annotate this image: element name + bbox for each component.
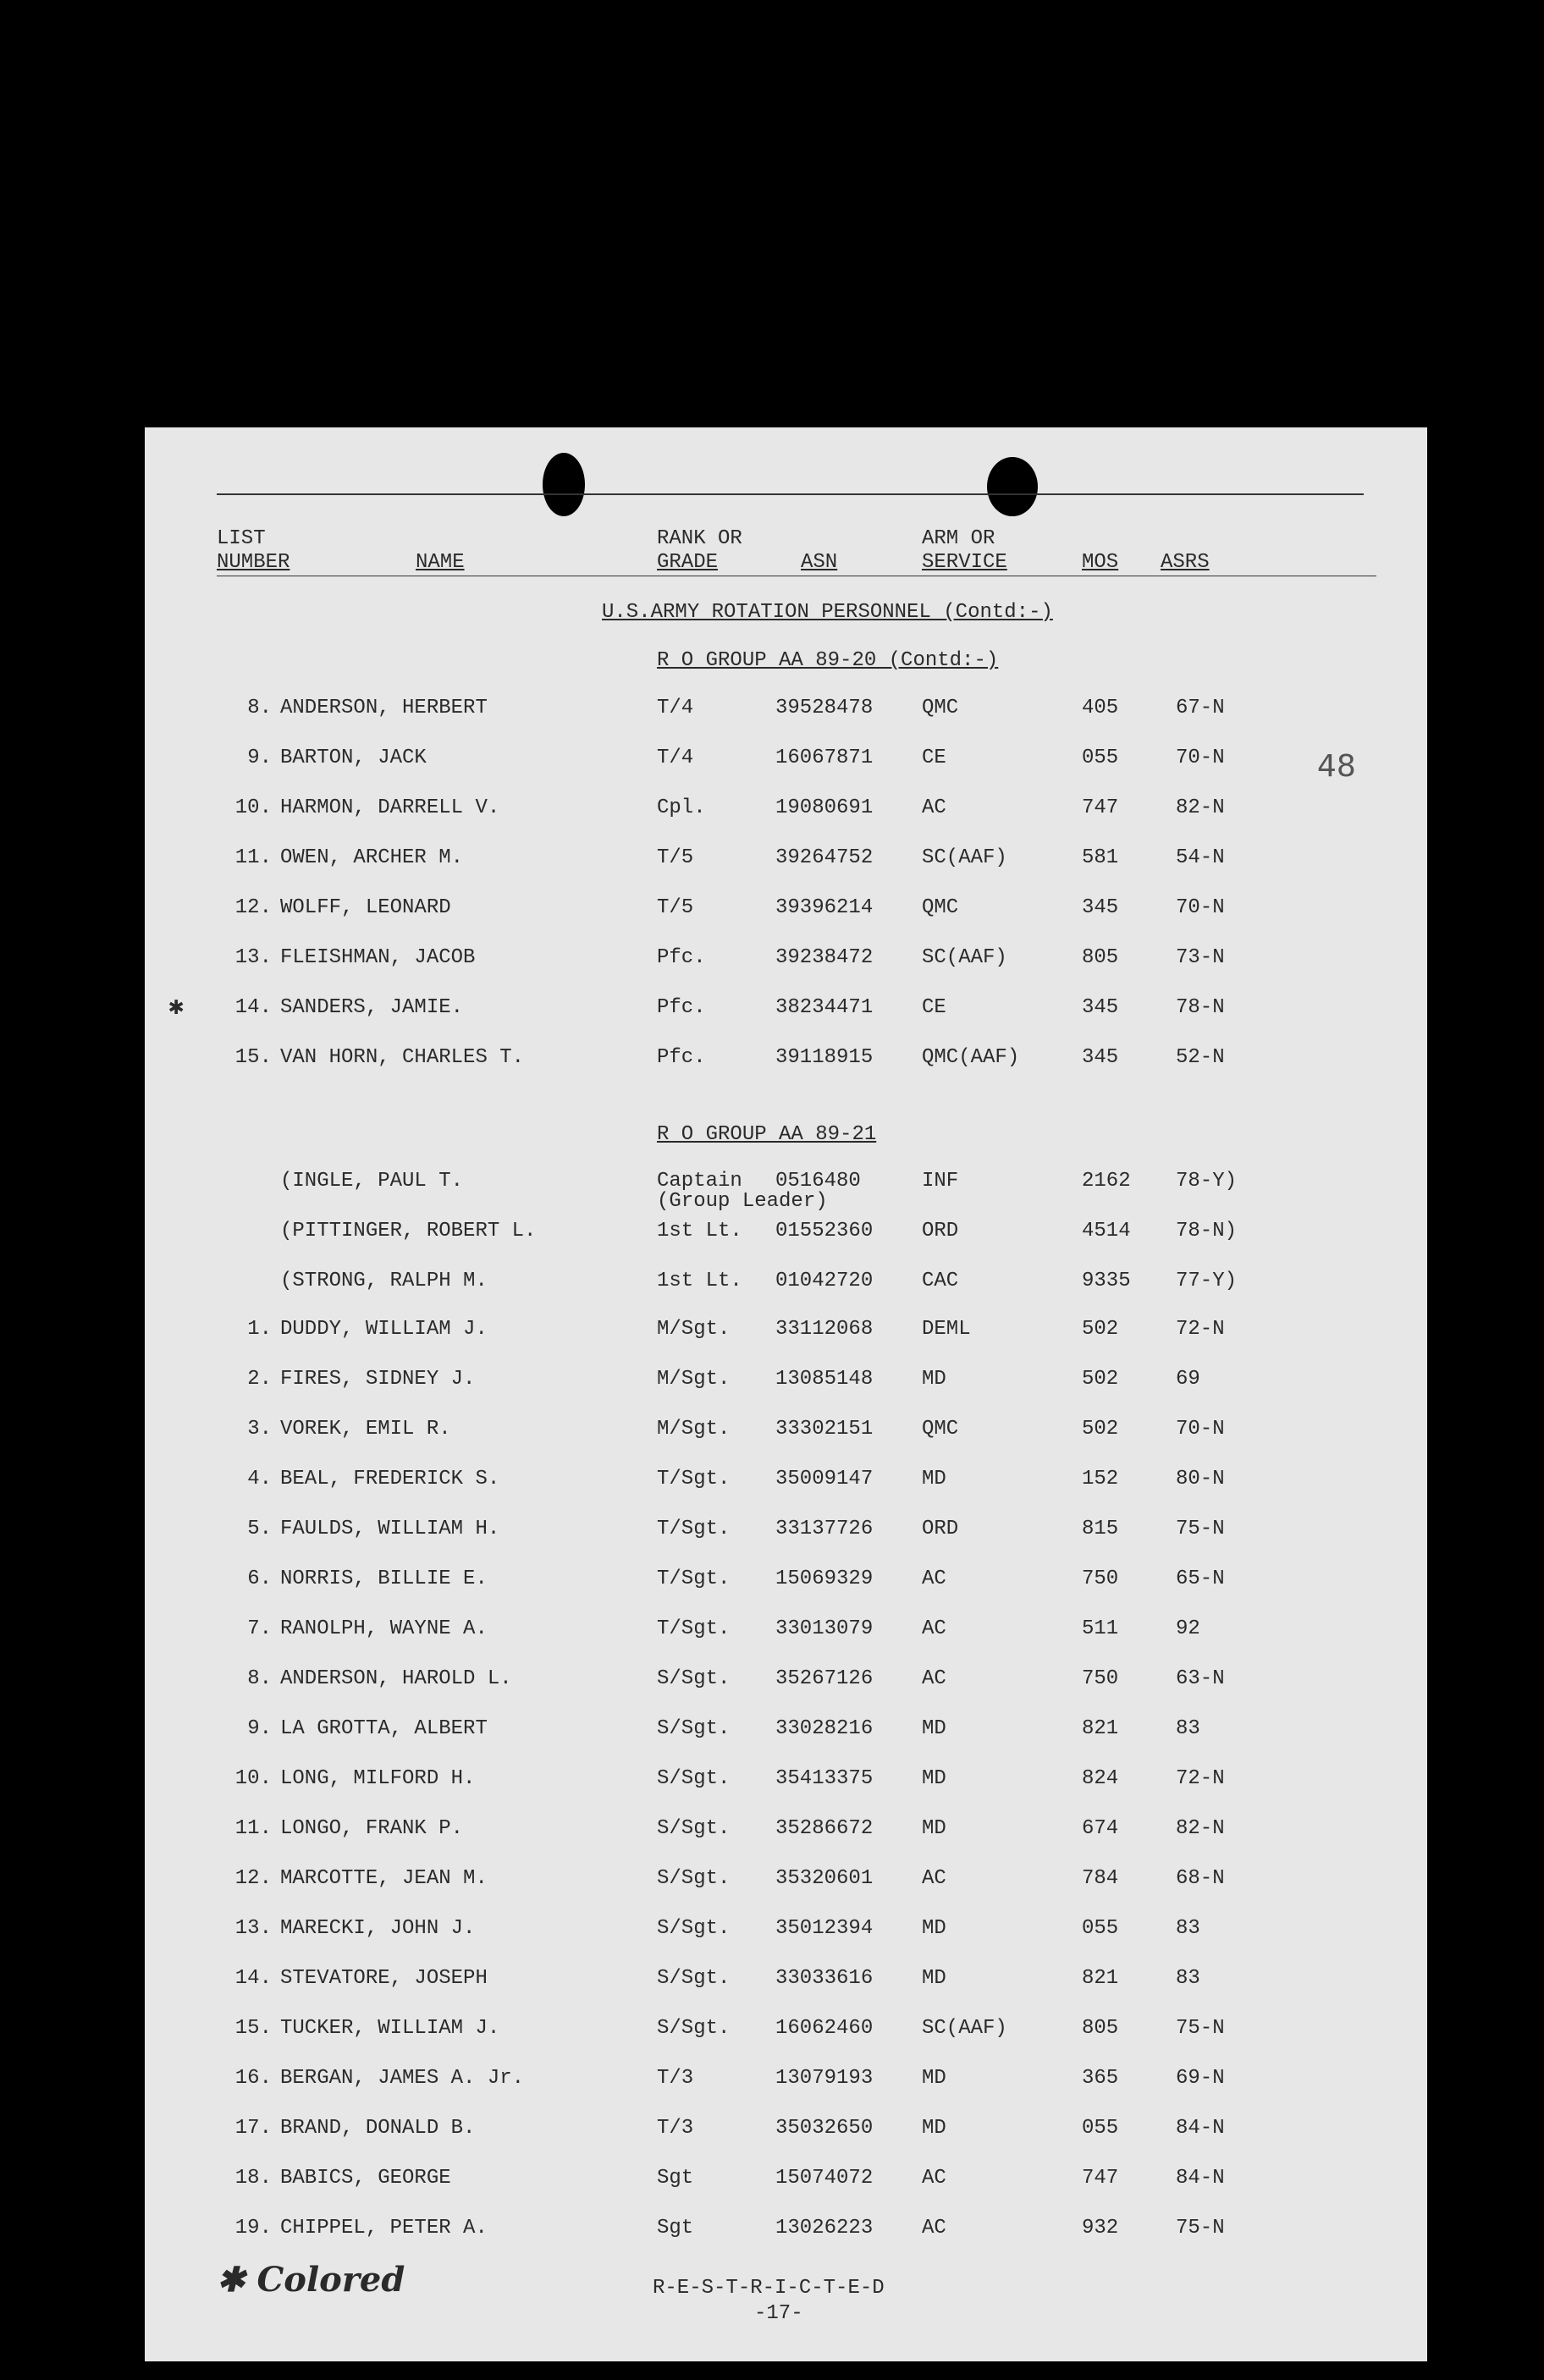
asrs: 92	[1176, 1617, 1200, 1640]
table-row	[145, 1767, 1427, 1801]
list-number: 1.	[247, 1318, 272, 1341]
document-page	[145, 427, 1427, 2361]
person-name: OWEN, ARCHER M.	[280, 846, 464, 869]
mos: 674	[1082, 1817, 1119, 1840]
list-number: 10.	[234, 1767, 272, 1790]
asrs: 70-N	[1176, 896, 1225, 919]
arm-service: AC	[922, 1667, 946, 1690]
person-name: RANOLPH, WAYNE A.	[280, 1617, 488, 1640]
section-title: U.S.ARMY ROTATION PERSONNEL (Contd:-)	[602, 601, 1053, 624]
mos: 345	[1082, 1046, 1119, 1069]
person-name: MARECKI, JOHN J.	[280, 1917, 476, 1940]
asrs: 78-N	[1176, 996, 1225, 1019]
punch-hole-left	[543, 453, 585, 516]
rank-grade: S/Sgt.	[657, 1667, 731, 1690]
list-number: 15.	[234, 1046, 272, 1069]
table-row	[145, 896, 1427, 930]
rank-grade: S/Sgt.	[657, 1767, 731, 1790]
table-row	[145, 697, 1427, 730]
rank-grade: Captain	[657, 1170, 742, 1193]
list-number: 11.	[234, 846, 272, 869]
arm-service: MD	[922, 1368, 946, 1391]
rank-grade: T/Sgt.	[657, 1567, 731, 1590]
table-row	[145, 1667, 1427, 1701]
arm-service: MD	[922, 2117, 946, 2140]
asrs: 65-N	[1176, 1567, 1225, 1590]
asrs: 82-N	[1176, 1817, 1225, 1840]
asn: 35286672	[775, 1817, 874, 1840]
asn: 39528478	[775, 697, 874, 719]
asn: 35267126	[775, 1667, 874, 1690]
asrs: 70-N	[1176, 747, 1225, 769]
person-name: (INGLE, PAUL T.	[280, 1170, 464, 1193]
arm-service: CE	[922, 747, 946, 769]
person-name: FIRES, SIDNEY J.	[280, 1368, 476, 1391]
mos: 502	[1082, 1418, 1119, 1441]
asrs: 78-N)	[1176, 1220, 1238, 1242]
mos: 824	[1082, 1767, 1119, 1790]
arm-service: AC	[922, 2167, 946, 2190]
asrs: 67-N	[1176, 697, 1225, 719]
list-number: 19.	[234, 2217, 272, 2240]
list-number: 14.	[234, 1967, 272, 1990]
mos: 747	[1082, 2167, 1119, 2190]
mos: 750	[1082, 1567, 1119, 1590]
person-name: (STRONG, RALPH M.	[280, 1270, 488, 1292]
person-name: ANDERSON, HAROLD L.	[280, 1667, 512, 1690]
rank-grade: Sgt	[657, 2167, 694, 2190]
arm-service: QMC	[922, 697, 959, 719]
person-name: NORRIS, BILLIE E.	[280, 1567, 488, 1590]
asn: 01042720	[775, 1270, 874, 1292]
arm-service: AC	[922, 796, 946, 819]
mos: 747	[1082, 796, 1119, 819]
table-row	[145, 1518, 1427, 1551]
table-row	[145, 846, 1427, 880]
rank-grade: S/Sgt.	[657, 1917, 731, 1940]
mos: 365	[1082, 2067, 1119, 2090]
arm-service: MD	[922, 2067, 946, 2090]
rank-grade: T/3	[657, 2067, 694, 2090]
list-number: 18.	[234, 2167, 272, 2190]
arm-service: ORD	[922, 1220, 959, 1242]
person-name: BRAND, DONALD B.	[280, 2117, 476, 2140]
mos: 805	[1082, 946, 1119, 969]
table-row	[145, 1717, 1427, 1751]
table-row	[145, 796, 1427, 830]
table-row	[145, 2217, 1427, 2251]
leader-row	[145, 1220, 1427, 1253]
person-name: BARTON, JACK	[280, 747, 427, 769]
table-row	[145, 2167, 1427, 2201]
rank-grade: Pfc.	[657, 1046, 706, 1069]
header-service: SERVICE	[922, 551, 1007, 574]
person-name: TUCKER, WILLIAM J.	[280, 2017, 500, 2040]
list-number: 13.	[234, 1917, 272, 1940]
mos: 2162	[1082, 1170, 1131, 1193]
rank-grade: T/Sgt.	[657, 1468, 731, 1490]
table-row	[145, 1567, 1427, 1601]
arm-service: MD	[922, 1817, 946, 1840]
rank-grade: M/Sgt.	[657, 1318, 731, 1341]
arm-service: MD	[922, 1917, 946, 1940]
punch-hole-right	[987, 457, 1038, 516]
asrs: 69-N	[1176, 2067, 1225, 2090]
asrs: 80-N	[1176, 1468, 1225, 1490]
asrs: 83	[1176, 1967, 1200, 1990]
person-name: VOREK, EMIL R.	[280, 1418, 451, 1441]
table-row	[145, 1617, 1427, 1651]
restricted-stamp: R-E-S-T-R-I-C-T-E-D	[653, 2277, 885, 2300]
asn: 33112068	[775, 1318, 874, 1341]
mos: 932	[1082, 2217, 1119, 2240]
table-row	[145, 2067, 1427, 2101]
table-row	[145, 1418, 1427, 1452]
arm-service: MD	[922, 1717, 946, 1740]
asn: 16067871	[775, 747, 874, 769]
person-name: LONG, MILFORD H.	[280, 1767, 476, 1790]
rank-grade: M/Sgt.	[657, 1418, 731, 1441]
mos: 152	[1082, 1468, 1119, 1490]
mos: 055	[1082, 2117, 1119, 2140]
person-name: CHIPPEL, PETER A.	[280, 2217, 488, 2240]
table-row	[145, 1318, 1427, 1352]
asrs: 75-N	[1176, 1518, 1225, 1540]
person-name: DUDDY, WILLIAM J.	[280, 1318, 488, 1341]
mos: 502	[1082, 1368, 1119, 1391]
asn: 39264752	[775, 846, 874, 869]
asrs: 72-N	[1176, 1767, 1225, 1790]
table-row	[145, 1468, 1427, 1501]
asrs: 75-N	[1176, 2217, 1225, 2240]
asn: 13079193	[775, 2067, 874, 2090]
asrs: 68-N	[1176, 1867, 1225, 1890]
asn: 39396214	[775, 896, 874, 919]
arm-service: SC(AAF)	[922, 846, 1007, 869]
table-row	[145, 747, 1427, 780]
mos: 345	[1082, 896, 1119, 919]
table-row	[145, 1917, 1427, 1951]
handwritten-note: ✱ Colored	[217, 2260, 405, 2300]
header-name: NAME	[416, 551, 465, 574]
arm-service: AC	[922, 1567, 946, 1590]
rank-grade: Pfc.	[657, 946, 706, 969]
table-row	[145, 996, 1427, 1030]
arm-service: DEML	[922, 1318, 971, 1341]
person-name: BERGAN, JAMES A. Jr.	[280, 2067, 525, 2090]
mos: 9335	[1082, 1270, 1131, 1292]
rank-grade: S/Sgt.	[657, 1717, 731, 1740]
asrs: 84-N	[1176, 2167, 1225, 2190]
person-name: HARMON, DARRELL V.	[280, 796, 500, 819]
asrs: 70-N	[1176, 1418, 1225, 1441]
list-number: 4.	[247, 1468, 272, 1490]
table-row	[145, 1368, 1427, 1402]
asn: 39118915	[775, 1046, 874, 1069]
rank-grade: T/4	[657, 697, 694, 719]
table-row	[145, 1967, 1427, 2001]
rank-grade: S/Sgt.	[657, 2017, 731, 2040]
table-row	[145, 946, 1427, 980]
list-number: 13.	[234, 946, 272, 969]
person-name: FLEISHMAN, JACOB	[280, 946, 476, 969]
asn: 33028216	[775, 1717, 874, 1740]
asn: 16062460	[775, 2017, 874, 2040]
arm-service: ORD	[922, 1518, 959, 1540]
margin-page-number: 48	[1317, 749, 1356, 784]
table-row	[145, 2117, 1427, 2151]
person-name: SANDERS, JAMIE.	[280, 996, 464, 1019]
mos: 784	[1082, 1867, 1119, 1890]
rank-grade: S/Sgt.	[657, 1967, 731, 1990]
mos: 055	[1082, 1917, 1119, 1940]
rank-grade: S/Sgt.	[657, 1817, 731, 1840]
table-row	[145, 1817, 1427, 1851]
header-top-rule	[217, 493, 1364, 495]
asrs: 77-Y)	[1176, 1270, 1238, 1292]
asn: 35009147	[775, 1468, 874, 1490]
mos: 345	[1082, 996, 1119, 1019]
rank-grade: 1st Lt.	[657, 1270, 742, 1292]
mos: 4514	[1082, 1220, 1131, 1242]
rank-grade: Cpl.	[657, 796, 706, 819]
arm-service: SC(AAF)	[922, 946, 1007, 969]
person-name: LONGO, FRANK P.	[280, 1817, 464, 1840]
header-mos: MOS	[1082, 551, 1119, 574]
asrs: 69	[1176, 1368, 1200, 1391]
list-number: 7.	[247, 1617, 272, 1640]
asn: 13085148	[775, 1368, 874, 1391]
person-name: ANDERSON, HERBERT	[280, 697, 488, 719]
asrs: 82-N	[1176, 796, 1225, 819]
arm-service: QMC	[922, 896, 959, 919]
person-name: BEAL, FREDERICK S.	[280, 1468, 500, 1490]
asn: 33013079	[775, 1617, 874, 1640]
arm-service: MD	[922, 1967, 946, 1990]
list-number: 8.	[247, 1667, 272, 1690]
asrs: 78-Y)	[1176, 1170, 1238, 1193]
asrs: 84-N	[1176, 2117, 1225, 2140]
person-name: VAN HORN, CHARLES T.	[280, 1046, 525, 1069]
list-number: 10.	[234, 796, 272, 819]
list-number: 12.	[234, 896, 272, 919]
person-name: BABICS, GEORGE	[280, 2167, 451, 2190]
asn: 0516480	[775, 1170, 861, 1193]
asn: 38234471	[775, 996, 874, 1019]
rank-grade: T/Sgt.	[657, 1617, 731, 1640]
arm-service: AC	[922, 1617, 946, 1640]
asrs: 72-N	[1176, 1318, 1225, 1341]
list-number: 12.	[234, 1867, 272, 1890]
rank-grade: S/Sgt.	[657, 1867, 731, 1890]
asn: 39238472	[775, 946, 874, 969]
mos: 821	[1082, 1717, 1119, 1740]
rank-grade: Pfc.	[657, 996, 706, 1019]
arm-service: QMC	[922, 1418, 959, 1441]
header-list: LIST	[217, 527, 266, 550]
header-grade: GRADE	[657, 551, 719, 574]
asn: 35320601	[775, 1867, 874, 1890]
page-number: -17-	[754, 2302, 803, 2325]
rank-grade: M/Sgt.	[657, 1368, 731, 1391]
asrs: 83	[1176, 1717, 1200, 1740]
arm-service: CAC	[922, 1270, 959, 1292]
asterisk-mark: ✱	[168, 994, 185, 1022]
asrs: 75-N	[1176, 2017, 1225, 2040]
asn: 01552360	[775, 1220, 874, 1242]
asn: 15074072	[775, 2167, 874, 2190]
arm-service: MD	[922, 1468, 946, 1490]
list-number: 6.	[247, 1567, 272, 1590]
list-number: 17.	[234, 2117, 272, 2140]
header-asrs: ASRS	[1161, 551, 1210, 574]
header-rank: RANK OR	[657, 527, 742, 550]
mos: 502	[1082, 1318, 1119, 1341]
mos: 055	[1082, 747, 1119, 769]
asrs: 63-N	[1176, 1667, 1225, 1690]
asn: 13026223	[775, 2217, 874, 2240]
asn: 33137726	[775, 1518, 874, 1540]
arm-service: MD	[922, 1767, 946, 1790]
person-name: LA GROTTA, ALBERT	[280, 1717, 488, 1740]
person-name: MARCOTTE, JEAN M.	[280, 1867, 488, 1890]
header-number: NUMBER	[217, 551, 290, 574]
arm-service: SC(AAF)	[922, 2017, 1007, 2040]
rank-grade: 1st Lt.	[657, 1220, 742, 1242]
list-number: 14.	[234, 996, 272, 1019]
group2-title: R O GROUP AA 89-21	[657, 1123, 877, 1146]
list-number: 8.	[247, 697, 272, 719]
header-asn: ASN	[801, 551, 838, 574]
table-row	[145, 2017, 1427, 2051]
table-row	[145, 1867, 1427, 1901]
rank-grade: T/4	[657, 747, 694, 769]
list-number: 3.	[247, 1418, 272, 1441]
list-number: 15.	[234, 2017, 272, 2040]
arm-service: AC	[922, 2217, 946, 2240]
person-name: WOLFF, LEONARD	[280, 896, 451, 919]
person-name: (PITTINGER, ROBERT L.	[280, 1220, 537, 1242]
person-name: FAULDS, WILLIAM H.	[280, 1518, 500, 1540]
asrs: 54-N	[1176, 846, 1225, 869]
asn: 35413375	[775, 1767, 874, 1790]
leader-row	[145, 1170, 1427, 1213]
mos: 581	[1082, 846, 1119, 869]
arm-service: INF	[922, 1170, 959, 1193]
rank-grade: T/5	[657, 896, 694, 919]
asn: 33302151	[775, 1418, 874, 1441]
leader-row	[145, 1270, 1427, 1303]
rank-grade: T/5	[657, 846, 694, 869]
asn: 33033616	[775, 1967, 874, 1990]
asn: 19080691	[775, 796, 874, 819]
asn: 35032650	[775, 2117, 874, 2140]
header-arm: ARM OR	[922, 527, 995, 550]
asn: 35012394	[775, 1917, 874, 1940]
table-row	[145, 1046, 1427, 1080]
asn: 15069329	[775, 1567, 874, 1590]
asrs: 73-N	[1176, 946, 1225, 969]
list-number: 16.	[234, 2067, 272, 2090]
rank-grade: T/3	[657, 2117, 694, 2140]
arm-service: CE	[922, 996, 946, 1019]
mos: 815	[1082, 1518, 1119, 1540]
arm-service: AC	[922, 1867, 946, 1890]
list-number: 9.	[247, 1717, 272, 1740]
rank-grade: Sgt	[657, 2217, 694, 2240]
mos: 405	[1082, 697, 1119, 719]
list-number: 9.	[247, 747, 272, 769]
list-number: 5.	[247, 1518, 272, 1540]
list-number: 11.	[234, 1817, 272, 1840]
rank-grade: T/Sgt.	[657, 1518, 731, 1540]
list-number: 2.	[247, 1368, 272, 1391]
mos: 821	[1082, 1967, 1119, 1990]
mos: 805	[1082, 2017, 1119, 2040]
person-name: STEVATORE, JOSEPH	[280, 1967, 488, 1990]
rank-note: (Group Leader)	[657, 1190, 828, 1213]
arm-service: QMC(AAF)	[922, 1046, 1020, 1069]
asrs: 52-N	[1176, 1046, 1225, 1069]
asrs: 83	[1176, 1917, 1200, 1940]
mos: 750	[1082, 1667, 1119, 1690]
mos: 511	[1082, 1617, 1119, 1640]
group1-title: R O GROUP AA 89-20 (Contd:-)	[657, 649, 999, 672]
